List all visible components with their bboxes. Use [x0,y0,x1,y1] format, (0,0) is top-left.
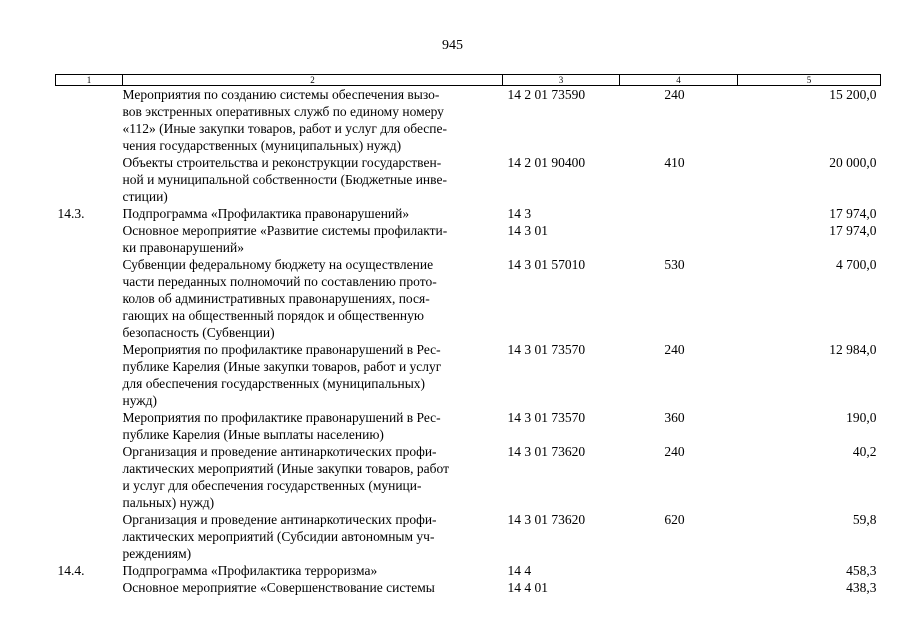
row-expense-type: 530 [664,257,685,272]
row-expense-type: 410 [664,155,685,170]
budget-table [55,74,881,596]
row-name [123,562,503,579]
row-name [123,256,503,341]
page-number: 945 [442,38,463,53]
row-sum: 190,0 [846,410,877,425]
row-name-line: колов об административных правонарушениях, пося- [122,291,430,306]
row-name-line: стиции) [122,189,168,204]
column-header-5: 5 [738,75,881,86]
row-name [123,511,503,562]
row-code: 14 2 01 90400 [507,155,586,170]
row-name-line: лактических мероприятий (Субсидии автономным уч- [122,529,435,544]
row-name-line: нужд) [122,393,157,408]
row-expense-type: 240 [664,444,685,459]
row-sum: 17 974,0 [829,206,877,221]
row-expense-type [620,205,738,222]
table-body [56,86,881,597]
row-code: 14 4 01 [507,580,548,595]
row-name-line: вов экстренных оперативных служб по единому номеру [122,104,444,119]
row-number [56,256,123,341]
row-name-line: безопасность (Субвенции) [122,325,275,340]
table-row [56,443,881,511]
row-name-line: Основное мероприятие «Развитие системы профилакти- [122,223,448,238]
row-number [56,409,123,443]
row-sum: 17 974,0 [829,223,877,238]
row-name-line: реждениям) [122,546,192,561]
row-code: 14 3 01 [507,223,548,238]
row-name-line: Подпрограмма «Профилактика правонарушений» [122,206,410,221]
row-sum: 12 984,0 [829,342,877,357]
row-sum: 438,3 [846,580,877,595]
row-number [56,443,123,511]
row-name-line: Мероприятия по созданию системы обеспечения вызо- [122,87,440,102]
row-sum: 15 200,0 [829,87,877,102]
table-row [56,409,881,443]
row-sum: 4 700,0 [836,257,877,272]
row-code: 14 3 01 57010 [507,257,586,272]
row-name-line: Подпрограмма «Профилактика терроризма» [122,563,378,578]
row-number [56,154,123,205]
row-name-line: лактических мероприятий (Иные закупки товаров, работ [122,461,450,476]
row-number: 14.3. [57,206,85,221]
row-expense-type: 360 [664,410,685,425]
row-name [123,409,503,443]
row-name-line: части переданных полномочий по составлению прото- [122,274,437,289]
row-name [123,154,503,205]
row-sum: 458,3 [846,563,877,578]
row-number [56,86,123,155]
row-name-line: гающих на общественный порядок и общественную [122,308,424,323]
row-name-line: для обеспечения государственных (муниципальных) [122,376,426,391]
row-name-line: Организация и проведение антинаркотических профи- [122,512,437,527]
row-name-line: «112» (Иные закупки товаров, работ и услуг для обеспе- [122,121,448,136]
row-code: 14 4 [507,563,532,578]
row-name-line: ки правонарушений» [122,240,245,255]
row-name-line: пальных) нужд) [122,495,215,510]
row-name-line: публике Карелия (Иные закупки товаров, работ и услуг [122,359,442,374]
row-name-line: Основное мероприятие «Совершенствование системы [122,580,435,595]
column-header-2: 2 [123,75,503,86]
row-name [123,222,503,256]
row-name [123,205,503,222]
row-name-line: Мероприятия по профилактике правонарушений в Рес- [122,410,441,425]
row-code: 14 3 01 73570 [507,342,586,357]
table-row [56,86,881,155]
row-sum: 40,2 [852,444,877,459]
row-name-line: Объекты строительства и реконструкции государствен- [122,155,442,170]
row-name-line: публике Карелия (Иные выплаты населению) [122,427,384,442]
row-expense-type: 240 [664,87,685,102]
row-sum: 20 000,0 [829,155,877,170]
row-expense-type [620,579,738,596]
column-header-1: 1 [56,75,123,86]
row-code: 14 3 01 73570 [507,410,586,425]
row-name-line: Организация и проведение антинаркотических профи- [122,444,437,459]
table-row [56,222,881,256]
row-name-line: Субвенции федеральному бюджету на осуществление [122,257,434,272]
row-code: 14 3 [507,206,532,221]
row-name [123,341,503,409]
table-row [56,562,881,579]
row-expense-type [620,222,738,256]
row-name-line: чения государственных (муниципальных) нужд) [122,138,402,153]
row-expense-type [620,562,738,579]
table-row [56,341,881,409]
row-name [123,86,503,155]
table-row [56,256,881,341]
table-row [56,154,881,205]
table-row [56,205,881,222]
row-number [56,579,123,596]
row-sum: 59,8 [852,512,877,527]
row-name [123,443,503,511]
row-name-line: и услуг для обеспечения государственных (муници- [122,478,422,493]
row-code: 14 3 01 73620 [507,444,586,459]
row-name [123,579,503,596]
row-expense-type: 240 [664,342,685,357]
column-header-4: 4 [620,75,738,86]
row-name-line: ной и муниципальной собственности (Бюджетные инве- [122,172,447,187]
row-number [56,341,123,409]
table-row [56,511,881,562]
column-header-3: 3 [503,75,620,86]
row-expense-type: 620 [664,512,685,527]
row-code: 14 2 01 73590 [507,87,586,102]
table-header [56,75,881,86]
row-number [56,511,123,562]
row-code: 14 3 01 73620 [507,512,586,527]
row-name-line: Мероприятия по профилактике правонарушений в Рес- [122,342,441,357]
table-row [56,579,881,596]
row-number [56,222,123,256]
header-row [56,75,881,86]
row-number: 14.4. [57,563,85,578]
